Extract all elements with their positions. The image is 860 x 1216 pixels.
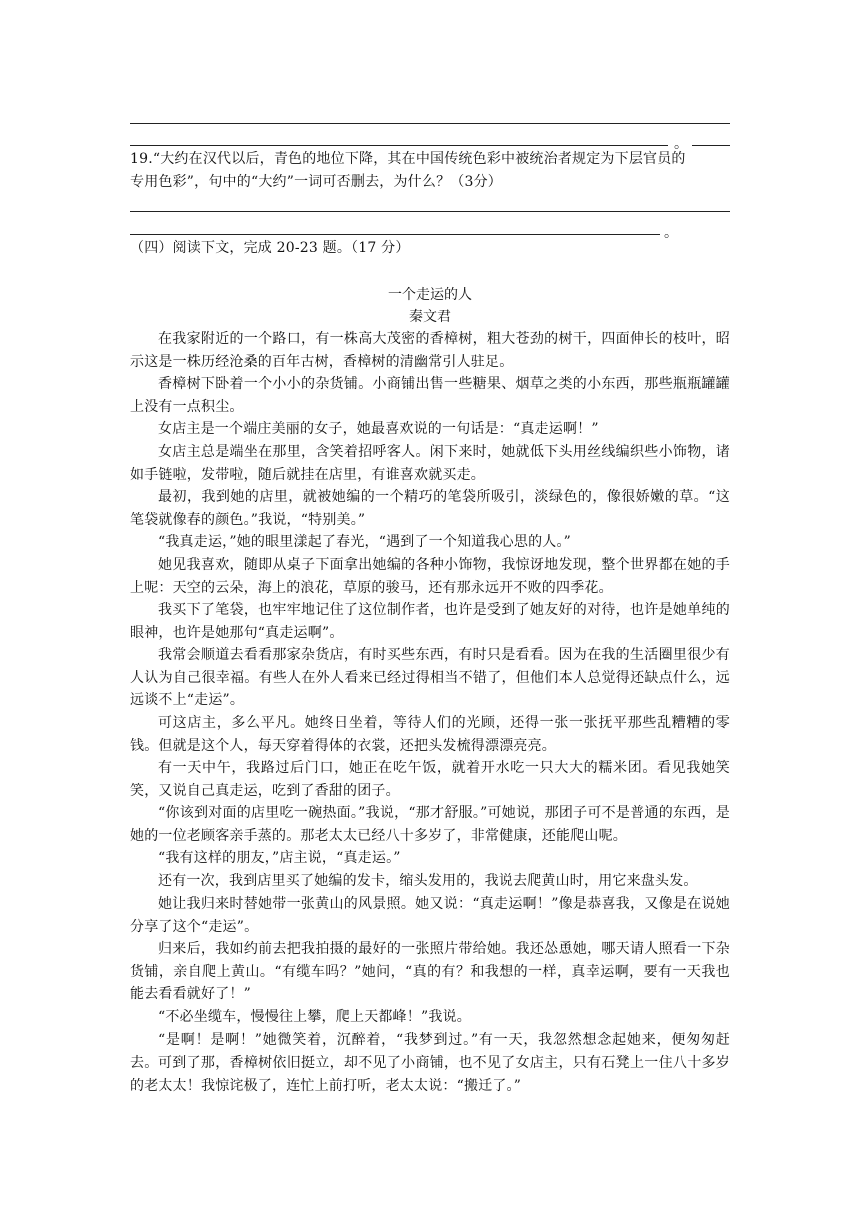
paragraph: “你该到对面的店里吃一碗热面。”我说，“那才舒服。”可她说，那团子可不是普通的东西，是她的一位老顾客亲手蒸的。那老太太已经八十多岁了，非常健康，还能爬山呢。	[130, 805, 730, 844]
answer-period: 。	[664, 225, 678, 241]
answer-line	[130, 123, 730, 124]
paragraph: 我买下了笔袋，也牢牢地记住了这位制作者，也许是受到了她友好的对待，也许是她单纯的眼神，也许是她那句“真走运啊”。	[130, 602, 730, 641]
section-heading: （四）阅读下文，完成 20-23 题。（17 分）	[130, 240, 410, 256]
paragraph: 我常会顺道去看看那家杂货店，有时买些东西，有时只是看看。因为在我的生活圈里很少有人认为自己很幸福。有些人在外人看来已经过得相当不错了，但他们本人总觉得还缺点什么，远远谈不上“走运”。	[130, 647, 730, 708]
paragraph: “我真走运，”她的眼里漾起了春光，“遇到了一个知道我心思的人。”	[158, 534, 572, 550]
paragraph: 女店主总是端坐在那里，含笑着招呼客人。闲下来时，她就低下头用丝线编织些小饰物，诸如手链啦，发带啦，随后就挂在店里，有谁喜欢就买走。	[130, 444, 730, 483]
paragraph: 她让我归来时替她带一张黄山的风景照。她又说：“真走运啊！”像是恭喜我，又像是在说她分享了这个“走运”。	[130, 896, 730, 935]
article-author: 秦文君	[409, 309, 451, 325]
answer-line	[130, 234, 660, 235]
question-19-line-1: 19.“大约在汉代以后，青色的地位下降，其在中国传统色彩中被统治者规定为下层官员的	[130, 151, 686, 167]
answer-line	[692, 145, 730, 146]
paragraph: 女店主是一个端庄美丽的女子，她最喜欢说的一句话是：“真走运啊！”	[158, 421, 599, 437]
paragraph: 最初，我到她的店里，就被她编的一个精巧的笔袋所吸引，淡绿色的，像很娇嫩的草。“这笔袋就像春的颜色。”我说，“特别美。”	[130, 489, 730, 528]
answer-period: 。	[674, 136, 688, 152]
paragraph: “我有这样的朋友，”店主说，“真走运。”	[158, 850, 401, 866]
question-19-line-2: 专用色彩”，句中的“大约”一词可否删去，为什么？（3分）	[130, 174, 502, 190]
paragraph: 香樟树下卧着一个小小的杂货铺。小商铺出售一些糖果、烟草之类的小东西，那些瓶瓶罐罐上没有一点积尘。	[130, 376, 730, 415]
paragraph: 可这店主，多么平凡。她终日坐着，等待人们的光顾，还得一张一张抚平那些乱糟糟的零钱。但就是这个人，每天穿着得体的衣裳，还把头发梳得漂漂亮亮。	[130, 715, 730, 754]
paragraph: “不必坐缆车，慢慢往上攀，爬上天都峰！”我说。	[158, 1009, 471, 1025]
paragraph: 可到了那，香樟树依旧挺立，却不见了小商铺，也不见了女店主，只有石凳上一住八十多岁的老太太！我惊诧极了，连忙上前打听，老太太说：“搬迁了。”	[130, 1055, 730, 1094]
paragraph: 还有一次，我到店里买了她编的发卡，缩头发用的，我说去爬黄山时，用它来盘头发。	[158, 873, 698, 889]
paragraph: 在我家附近的一个路口，有一株高大茂密的香樟树，粗大苍劲的树干，四面伸长的枝叶，昭示这是一株历经沧桑的百年古树，香樟树的清幽常引人驻足。	[130, 331, 730, 370]
answer-line	[130, 145, 668, 146]
article-title: 一个走运的人	[388, 287, 472, 303]
paragraph: 归来后，我如约前去把我拍摄的最好的一张照片带给她。我还怂恿她，哪天请人照看一下杂货铺，亲自爬上黄山。“有缆车吗？”她问，“真的有？和我想的一样，真幸运啊，要有一天我也能去看看就好了！”	[130, 941, 730, 1002]
paragraph: 有一天中午，我路过后门口，她正在吃午饭，就着开水吃一只大大的糯米团。看见我她笑笑，又说自己真走运，吃到了香甜的团子。	[130, 760, 730, 799]
answer-line	[130, 211, 730, 212]
paragraph: 她见我喜欢，随即从桌子下面拿出她编的各种小饰物，我惊讶地发现，整个世界都在她的手上呢：天空的云朵，海上的浪花，草原的骏马，还有那永远开不败的四季花。	[130, 557, 730, 596]
paragraph: “是啊！是啊！”她微笑着，沉醉着，“我梦到过。”有一天，我忽然想念起她来，便匆匆赶去。	[130, 1032, 730, 1071]
